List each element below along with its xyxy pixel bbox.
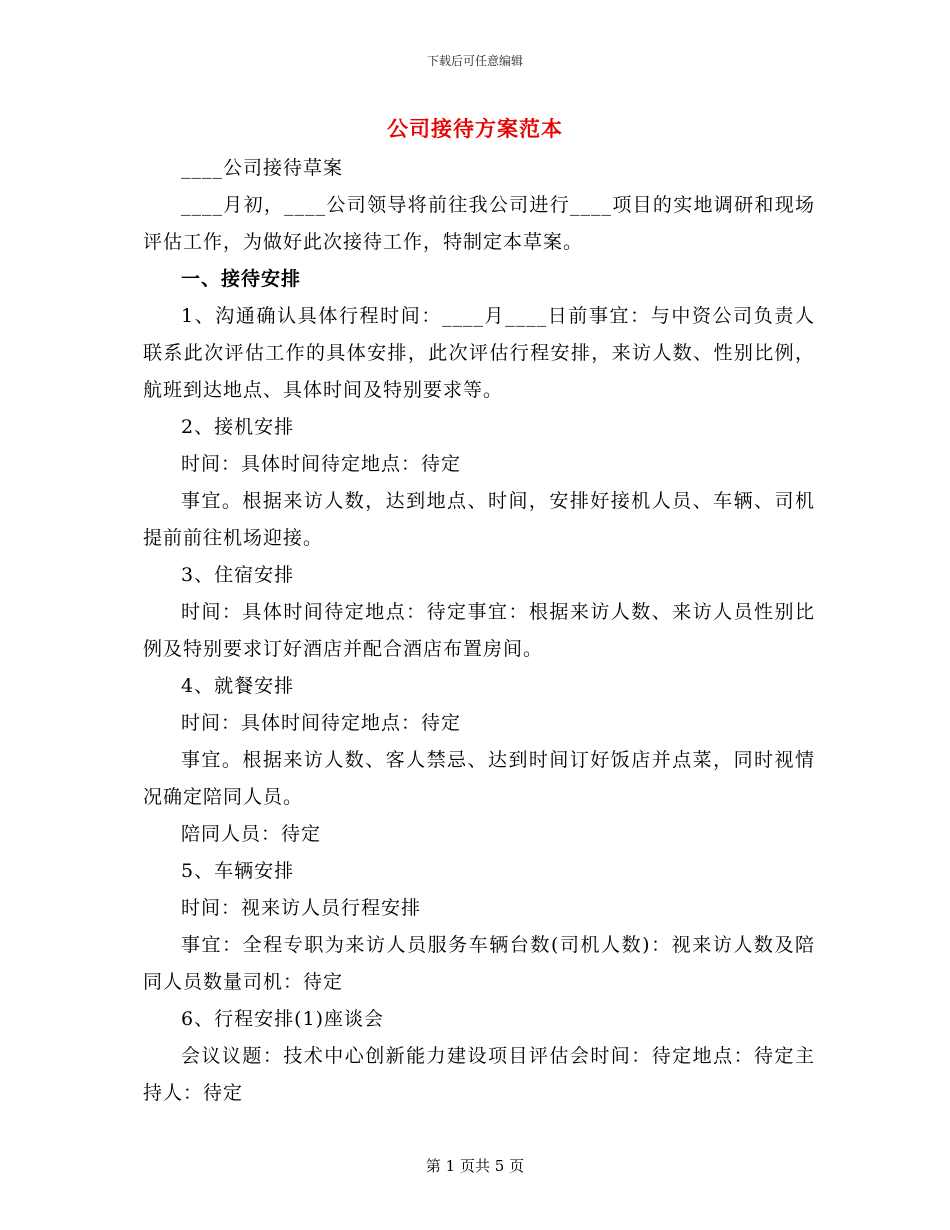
paragraph-dining-details: 事宜。根据来访人数、客人禁忌、达到时间订好饭店并点菜，同时视情况确定陪同人员。 (143, 749, 815, 808)
subheading-pickup: 2、接机安排 (181, 416, 295, 438)
header-note: 下载后可任意编辑 (426, 54, 523, 68)
document-body (143, 150, 815, 1112)
subheading-vehicles: 5、车辆安排 (181, 860, 295, 882)
paragraph-pickup-details: 事宜。根据来访人数，达到地点、时间，安排好接机人员、车辆、司机提前前往机场迎接。 (143, 490, 815, 549)
section-heading-arrangements: 一、接待安排 (181, 268, 302, 290)
paragraph-vehicles-time: 时间：视来访人员行程安排 (181, 897, 422, 919)
paragraph-vehicles-details: 事宜：全程专职为来访人员服务车辆台数(司机人数)：视来访人数及陪同人员数量司机：待定 (143, 934, 815, 993)
subheading-lodging: 3、住宿安排 (181, 564, 295, 586)
subheading-schedule: 6、行程安排(1)座谈会 (181, 1008, 385, 1030)
paragraph-meeting-details: 会议议题：技术中心创新能力建设项目评估会时间：待定地点：待定主持人：待定 (143, 1045, 815, 1104)
page-number: 第 1 页共 5 页 (425, 1157, 525, 1175)
paragraph-intro: ____月初，____公司领导将前往我公司进行____项目的实地调研和现场评估工作，为做好此次接待工作，特制定本草案。 (143, 194, 815, 253)
paragraph-itinerary-confirmation: 1、沟通确认具体行程时间：____月____日前事宜：与中资公司负责人联系此次评估工作的具体安排，此次评估行程安排，来访人数、性别比例，航班到达地点、具体时间及特别要求等。 (143, 305, 815, 401)
document-title: 公司接待方案范本 (387, 116, 563, 141)
paragraph-dining-companions: 陪同人员：待定 (181, 823, 322, 845)
paragraph-lodging-details: 时间：具体时间待定地点：待定事宜：根据来访人数、来访人员性别比例及特别要求订好酒店并配合酒店布置房间。 (143, 601, 815, 660)
paragraph-dining-time: 时间：具体时间待定地点：待定 (181, 712, 462, 734)
paragraph-pickup-time: 时间：具体时间待定地点：待定 (181, 453, 462, 475)
subheading-dining: 4、就餐安排 (181, 675, 295, 697)
paragraph-draft-name: ____公司接待草案 (181, 157, 344, 179)
